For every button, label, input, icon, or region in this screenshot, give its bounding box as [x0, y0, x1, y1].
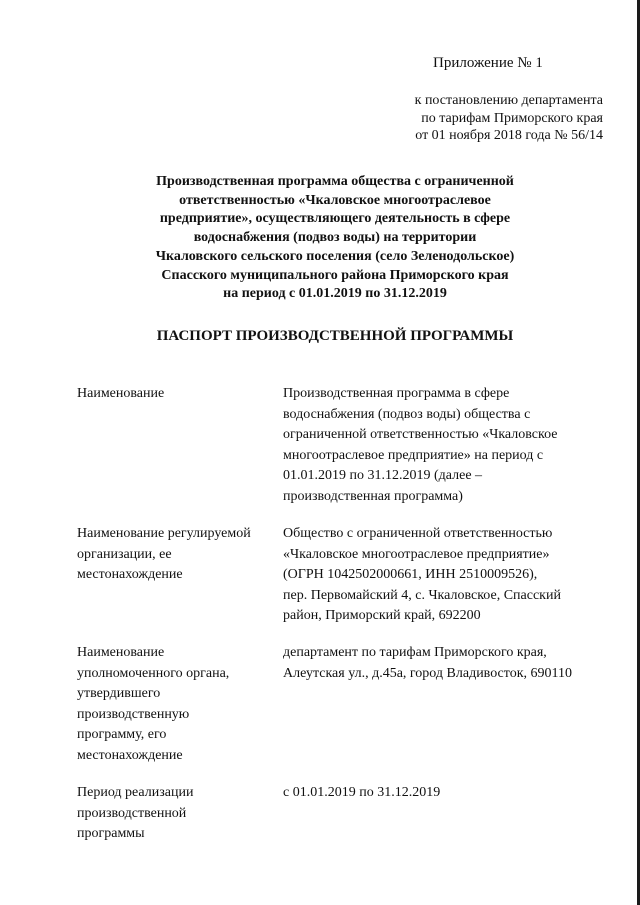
program-title-line: водоснабжения (подвоз воды) на территории	[193, 230, 477, 246]
program-title-line: Спасского муниципального района Приморского края	[161, 267, 509, 283]
label-line: программу, его	[77, 727, 167, 742]
appendix-line: к постановлению департамента	[414, 93, 603, 108]
value-line: ограниченной ответственностью «Чкаловское	[283, 427, 558, 442]
program-title	[120, 173, 550, 304]
label-line: Наименование	[77, 386, 165, 401]
label-line: Наименование	[77, 645, 165, 660]
value-line: 01.01.2019 по 31.12.2019 (далее –	[283, 468, 483, 483]
passport-row-label-name	[77, 384, 277, 405]
passport-row-value-authority	[283, 643, 608, 684]
program-title-line: Производственная программа общества с ограниченной	[156, 174, 514, 189]
appendix-reference	[383, 92, 603, 145]
label-line: Период реализации	[77, 785, 194, 800]
value-line: (ОГРН 1042502000661, ИНН 2510009526),	[283, 567, 538, 582]
value-line: водоснабжения (подвоз воды) общества с	[283, 406, 531, 422]
passport-row-value-organization	[283, 524, 608, 627]
passport-row-value-period	[283, 783, 608, 804]
program-title-line: на период с 01.01.2019 по 31.12.2019	[223, 286, 447, 302]
value-line: многоотраслевое предприятие» на период с	[283, 447, 544, 463]
program-title-line: Чкаловского сельского поселения (село Зеленодольское)	[155, 248, 515, 264]
value-line: Алеутская ул., д.45а, город Владивосток, 690110	[283, 665, 572, 681]
appendix-line: от 01 ноября 2018 года № 56/14	[415, 128, 603, 143]
appendix-line: по тарифам Приморского края	[421, 110, 603, 126]
label-line: Наименование регулируемой	[77, 526, 251, 541]
passport-row-label-period	[77, 783, 277, 845]
passport-row-value-name	[283, 384, 608, 507]
passport-row-label-organization	[77, 524, 277, 586]
program-title-line: предприятие», осуществляющего деятельность в сфере	[159, 211, 511, 227]
label-line: производственной	[77, 805, 187, 821]
value-line: «Чкаловское многоотраслевое предприятие»	[283, 546, 550, 562]
value-line: департамент по тарифам Приморского края,	[283, 645, 547, 660]
label-line: утвердившего	[77, 686, 161, 701]
passport-heading: ПАСПОРТ ПРОИЗВОДСТВЕННОЙ ПРОГРАММЫ	[156, 328, 514, 344]
label-line: организации, ее	[77, 546, 172, 562]
value-line: с 01.01.2019 по 31.12.2019	[283, 785, 441, 800]
label-line: программы	[77, 826, 145, 841]
label-line: местонахождение	[77, 747, 183, 763]
appendix-title: Приложение № 1	[433, 55, 543, 71]
value-line: пер. Первомайский 4, с. Чкаловское, Спасский	[283, 587, 561, 603]
label-line: уполномоченного органа,	[77, 665, 230, 681]
label-line: производственную	[77, 706, 190, 722]
passport-row-label-authority	[77, 643, 277, 766]
value-line: Общество с ограниченной ответственностью	[283, 526, 553, 541]
program-title-line: ответственностью «Чкаловское многоотраслевое	[179, 192, 491, 208]
value-line: Производственная программа в сфере	[283, 386, 510, 401]
label-line: местонахождение	[77, 567, 183, 582]
value-line: производственная программа)	[283, 488, 463, 504]
value-line: район, Приморский край, 692200	[283, 608, 481, 623]
